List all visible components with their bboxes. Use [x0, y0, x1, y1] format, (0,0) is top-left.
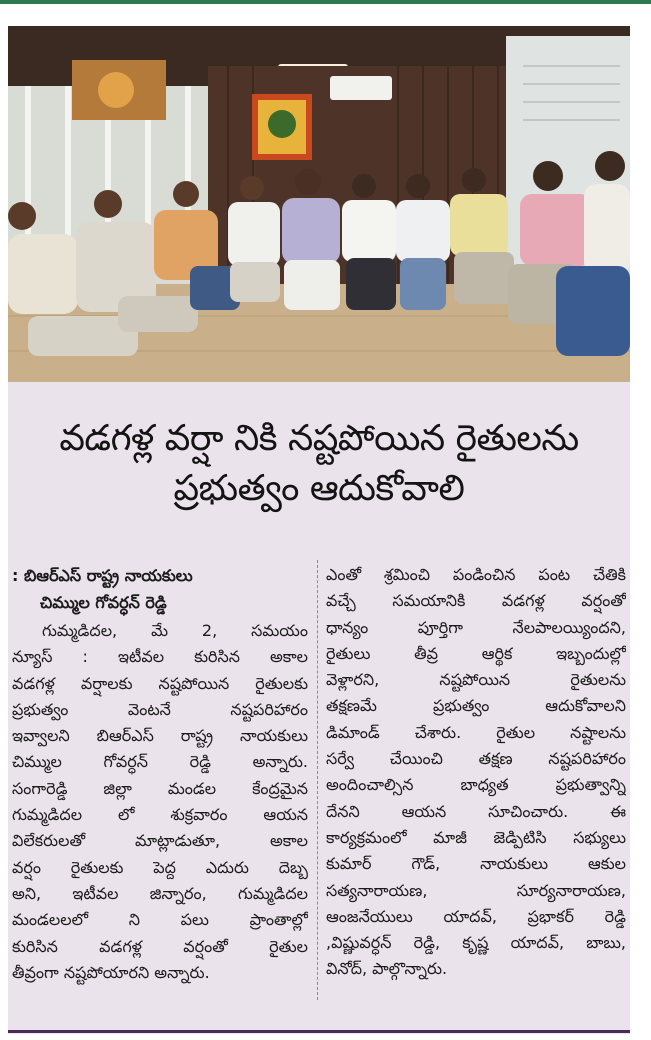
body-line: చిమ్ముల గోవర్ధన్ రెడ్డి అన్నారు. [12, 752, 308, 772]
body-line: వినోద్, పాల్గొన్నారు. [326, 959, 448, 979]
top-color-rule [0, 0, 651, 4]
body-line: కురిసిన వడగళ్ల వర్షంతో రైతుల [12, 936, 308, 956]
body-line: తక్షణమే ప్రభుత్వం ఆదుకోవాలని [326, 696, 626, 716]
bottom-color-rule [8, 1030, 630, 1033]
body-line: ఎంతో శ్రమించి పండించిన పంట చేతికి [326, 565, 626, 584]
body-line: విలేకరులతో మాట్లాడుతూ, అకాల [12, 831, 308, 851]
body-line: న్యూస్ : ఇటీవల కురిసిన అకాల [12, 647, 308, 667]
group-photo [8, 26, 630, 382]
body-line: ఇవ్వాలని బిఆర్ఎస్ రాష్ట్ర నాయకులు [12, 726, 308, 746]
byline-line-2: చిమ్ముల గోవర్ధన్ రెడ్డి [40, 593, 167, 612]
body-line: కుమార్ గౌడ్, నాయకులు ఆకుల [326, 854, 626, 874]
body-line: ఆంజనేయులు యాదవ్, ప్రభాకర్ రెడ్డి [326, 906, 626, 926]
body-line: ధాన్యం పూర్తిగా నేలపాలయ్యిందని, [326, 617, 626, 637]
body-line: కార్యక్రమంలో మాజీ జెడ్పిటిసి సభ్యులు [326, 827, 626, 847]
body-line: దేనని ఆయన సూచించారు. ఈ [326, 801, 626, 821]
group-photo-image [8, 26, 630, 382]
body-line: గుమ్మడిదల, మే 2, సమయం [42, 621, 308, 640]
body-line: అని, ఇటీవల జిన్నారం, గుమ్మడిదల [12, 883, 308, 903]
body-line: గుమ్మడిదల లో శుక్రవారం ఆయన [12, 805, 308, 825]
body-line: వర్షం రైతులకు పెద్ద ఎదురు దెబ్బ [12, 857, 308, 877]
body-line: డిమాండ్ చేశారు. రైతుల నష్టాలను [326, 722, 626, 742]
left-column [12, 562, 308, 986]
body-line: తీవ్రంగా నష్టపోయారని అన్నారు. [12, 962, 210, 982]
body-line: వచ్చే సమయానికి వడగళ్ల వర్షంతో [326, 591, 626, 611]
body-line: అందించాల్సిన బాధ్యత ప్రభుత్వాన్ని [326, 775, 626, 795]
body-line: సత్యనారాయణ, సూర్యనారాయణ, [326, 880, 626, 900]
body-line: వెళ్లారని, నష్టపోయిన రైతులను [326, 670, 626, 690]
headline-line-1: వడగళ్ల వర్షా నికి నష్టపోయిన రైతులను [59, 418, 579, 459]
body-line: రైతులు తీవ్ర ఆర్థిక ఇబ్బందుల్లో [326, 643, 626, 663]
body-line: సంగారెడ్డి జిల్లా మండల కేంద్రమైన [12, 778, 308, 798]
column-divider [317, 560, 318, 1000]
body-line: మండలలలో ని పలు ప్రాంతాల్లో [12, 910, 308, 930]
byline-line-1: : బిఆర్ఎస్ రాష్ట్ర నాయకులు [12, 566, 193, 585]
headline [8, 414, 630, 514]
right-column [326, 562, 626, 983]
body-line: సర్వే చేయించి తక్షణ నష్టపరిహారం [326, 749, 626, 769]
article-panel [8, 26, 630, 1034]
body-line: వడగళ్ల వర్షాలకు నష్టపోయిన రైతులకు [12, 673, 308, 693]
body-line: ప్రభుత్వం వెంటనే నష్టపరిహారం [12, 699, 308, 719]
body-line: ,విష్ణువర్ధన్ రెడ్డి, కృష్ణ యాదవ్, బాబు, [326, 933, 626, 953]
headline-line-2: ప్రభుత్వం ఆదుకోవాలి [173, 468, 465, 509]
